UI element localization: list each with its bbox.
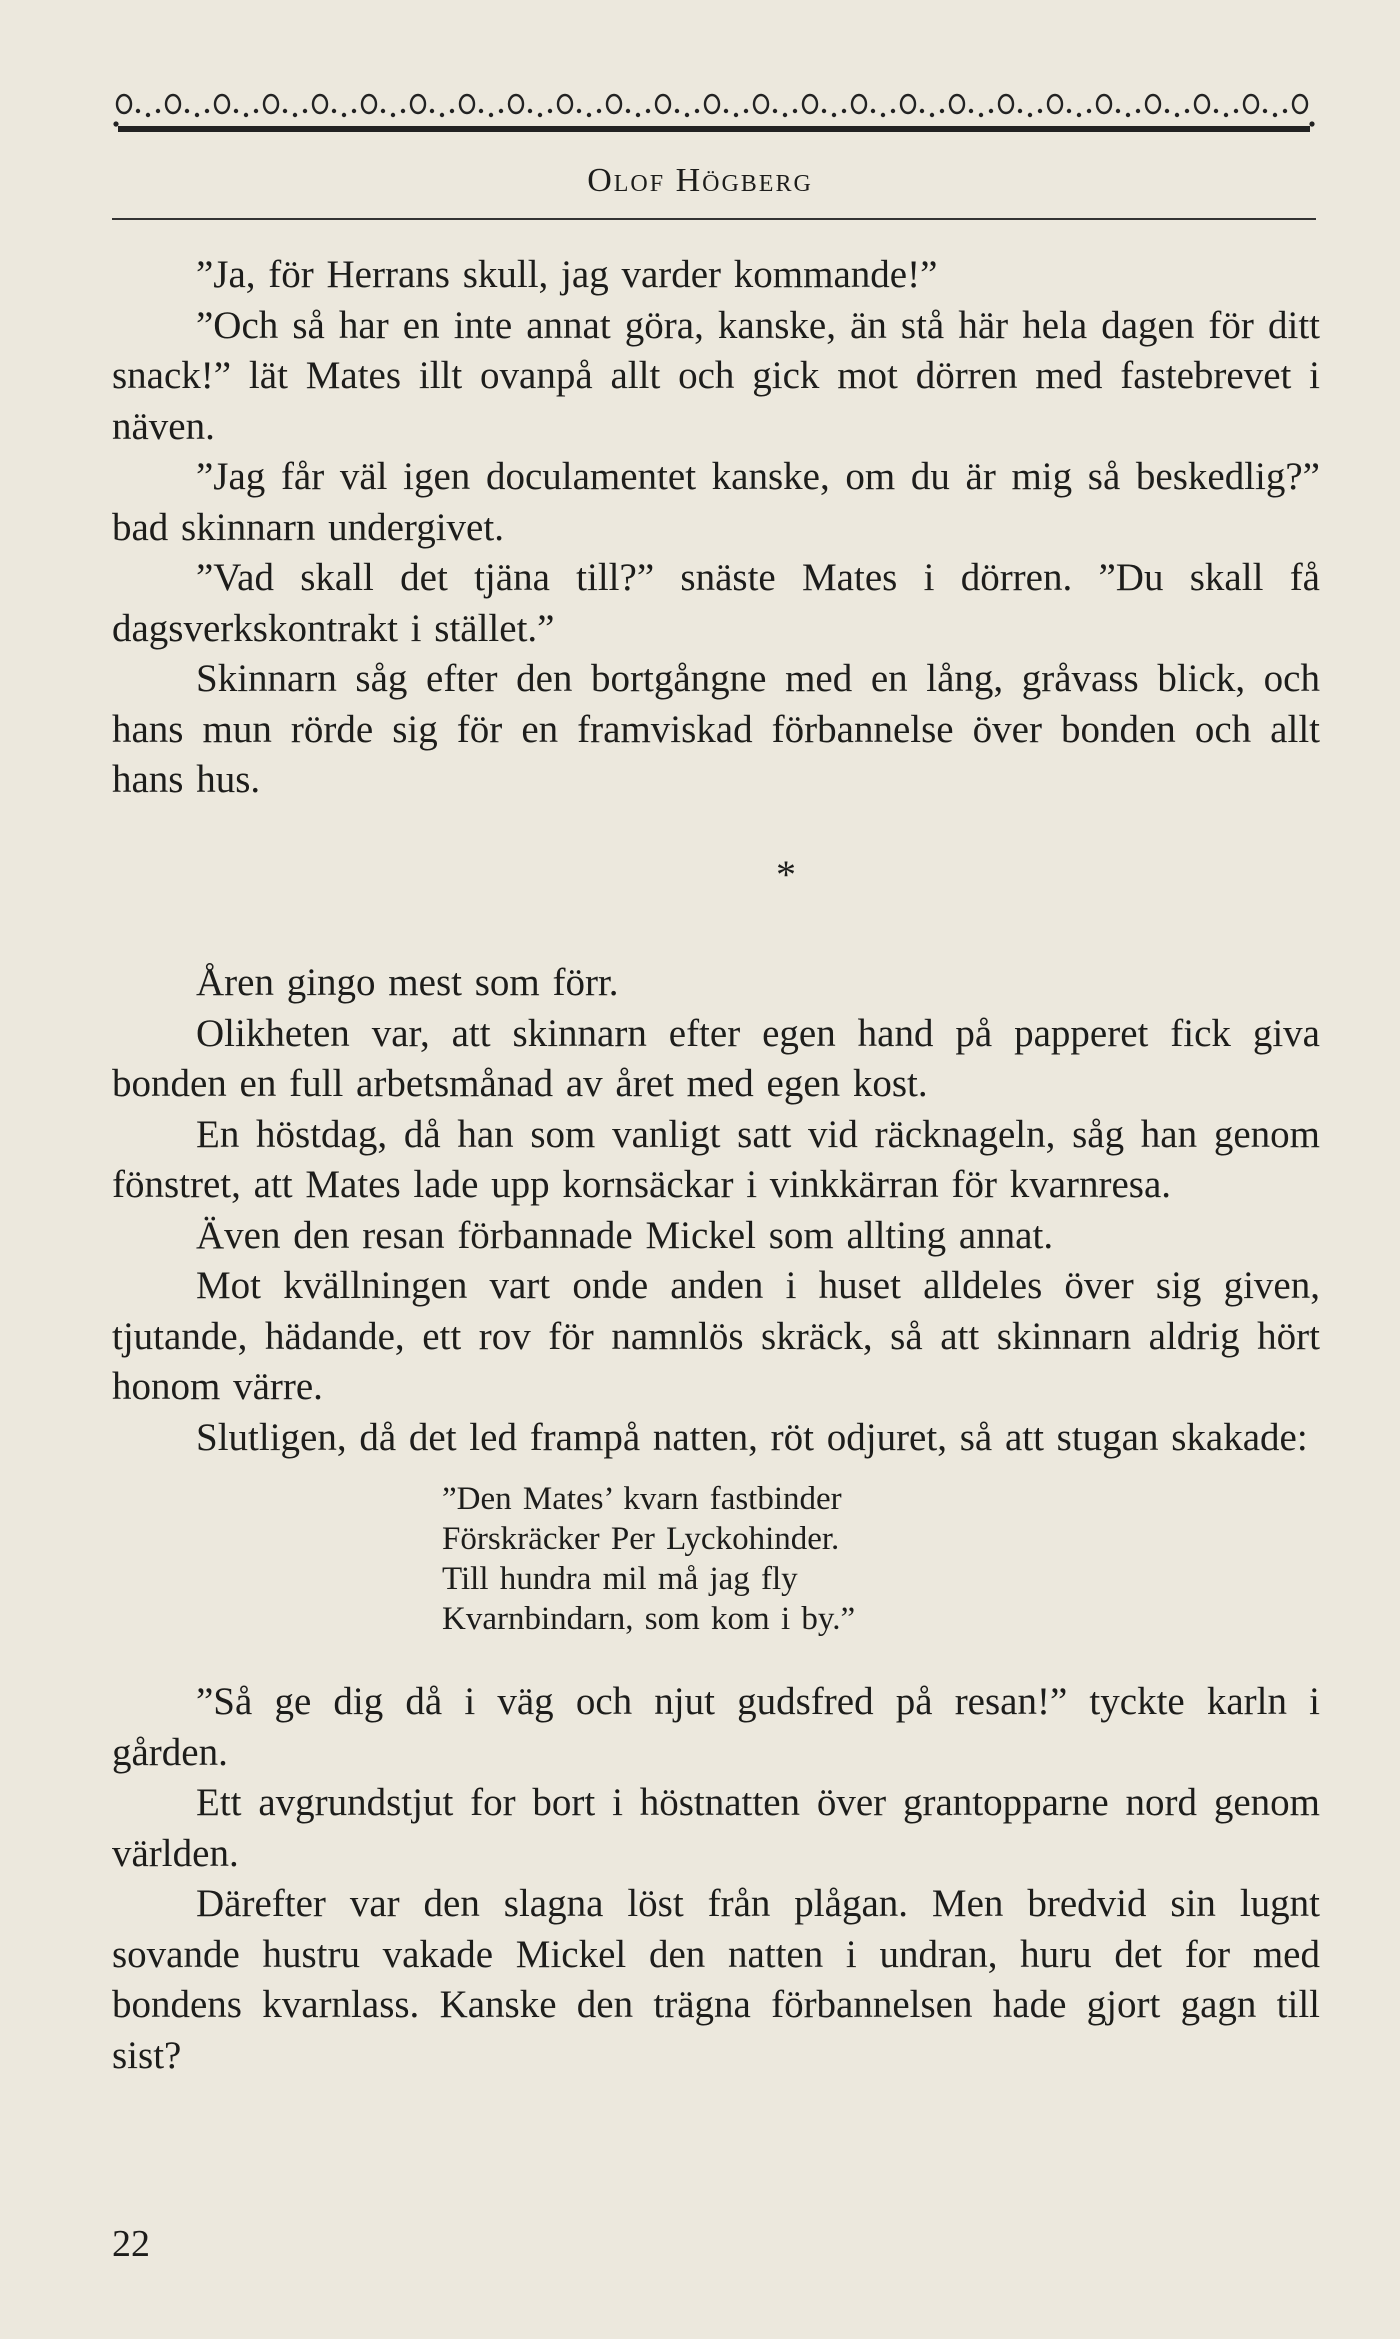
- paragraph: Mot kvällningen vart onde anden i huset alldeles över sig given, tjutande, hädande, ett rov för namnlös skräck, så att skinnarn aldrig hört honom värre.: [112, 1264, 1320, 1408]
- paragraph: ”Och så har en inte annat göra, kanske, än stå här hela dagen för ditt snack!” lät Mates illt ovanpå allt och gick mot dörren med fastebrevet i näven.: [112, 303, 1320, 448]
- verse-line: Förskräcker Per Lyckohinder.: [442, 1521, 840, 1557]
- ornamental-header-border: [112, 84, 1316, 140]
- paragraph: Ett avgrundstjut for bort i höstnatten över grantopparne nord genom världen.: [112, 1781, 1320, 1875]
- paragraph: ”Så ge dig då i väg och njut gudsfred på resan!” tyckte karln i gården.: [112, 1680, 1320, 1774]
- paragraph: Olikheten var, att skinnarn efter egen hand på papperet fick giva bonden en full arbetsmånad av året med egen kost.: [112, 1011, 1320, 1105]
- paragraph: ”Jag får väl igen doculamentet kanske, om du är mig så beskedlig?” bad skinnarn undergivet.: [112, 455, 1320, 549]
- section-break-asterisk: *: [776, 851, 796, 897]
- verse-line: Kvarnbindarn, som kom i by.”: [442, 1601, 856, 1637]
- verse-line: ”Den Mates’ kvarn fastbinder: [442, 1481, 842, 1517]
- paragraph: Slutligen, då det led frampå natten, röt odjuret, så att stugan skakade:: [196, 1415, 1308, 1459]
- verse-line: Till hundra mil må jag fly: [442, 1561, 798, 1597]
- paragraph: Åren gingo mest som förr.: [196, 961, 619, 1004]
- header-rule: [112, 218, 1316, 220]
- paragraph: Därefter var den slagna löst från plågan. Men bredvid sin lugnt sovande hustru vakade Mickel den natten i undran, huru det for med bondens kvarnlass. Kanske den trägna förbannelsen hade gjort gagn till sist?: [112, 1882, 1320, 2077]
- paragraph: Skinnarn såg efter den bortgångne med en lång, gråvass blick, och hans mun rörde sig för en framviskad förbannelse över bonden och allt hans hus.: [112, 657, 1320, 801]
- running-head: Olof Högberg: [587, 162, 813, 199]
- paragraph: Även den resan förbannade Mickel som allting annat.: [196, 1213, 1054, 1257]
- verse-block: [442, 1479, 1320, 1639]
- page-number: 22: [112, 2223, 150, 2265]
- paragraph: ”Vad skall det tjäna till?” snäste Mates i dörren. ”Du skall få dagsverkskontrakt i stället.”: [112, 556, 1320, 650]
- paragraph: ”Ja, för Herrans skull, jag varder kommande!”: [196, 253, 938, 296]
- paragraph: En höstdag, då han som vanligt satt vid räcknageln, såg han genom fönstret, att Mates lade upp kornsäckar i vinkkärran för kvarnresa.: [112, 1112, 1320, 1206]
- page-body: [112, 250, 1320, 2081]
